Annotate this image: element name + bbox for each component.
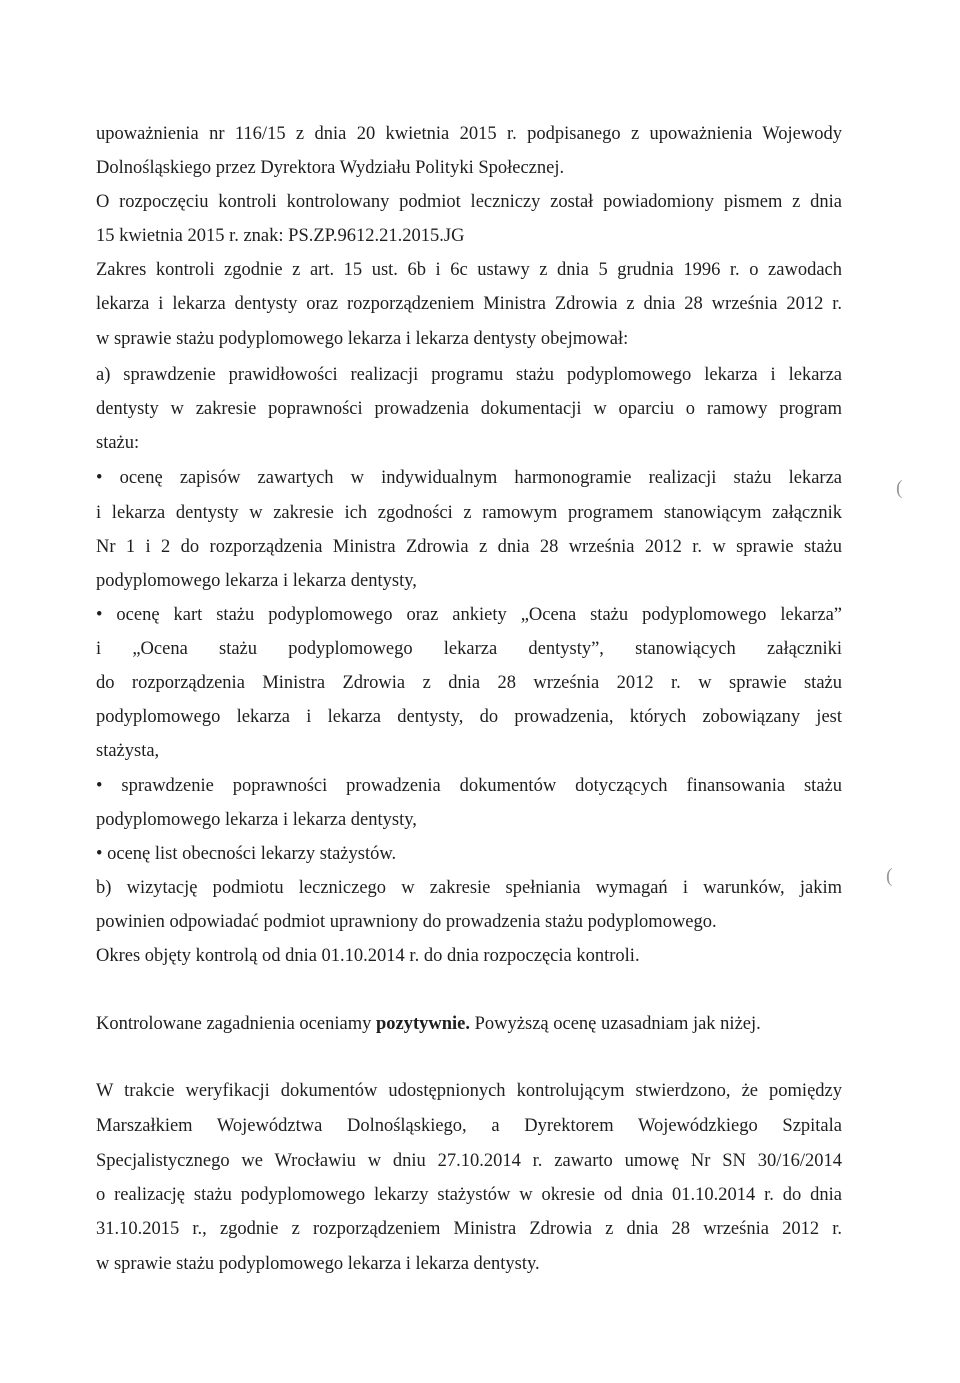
findings-line: Specjalistycznego we Wrocławiu w dniu 27.10.2014 r. zawarto umowę Nr SN 30/16/2014: [96, 1151, 842, 1171]
text-line: stażysta,: [96, 741, 160, 761]
findings-line: W trakcie weryfikacji dokumentów udostępnionych kontrolującym stwierdzono, że pomiędzy: [96, 1081, 842, 1101]
text-line: • ocenę kart stażu podyplomowego oraz ankiety „Ocena stażu podyplomowego lekarza”: [96, 605, 842, 625]
text-line: i „Ocena stażu podyplomowego lekarza dentysty”, stanowiących załączniki: [96, 639, 842, 659]
assessment-text: Powyższą ocenę uzasadniam jak niżej.: [470, 1014, 761, 1034]
text-line: Zakres kontroli zgodnie z art. 15 ust. 6b i 6c ustawy z dnia 5 grudnia 1996 r. o zawodach: [96, 260, 842, 280]
punch-hole-mark: (: [896, 477, 903, 499]
text-line: stażu:: [96, 433, 140, 453]
text-line: 15 kwietnia 2015 r. znak: PS.ZP.9612.21.2015.JG: [96, 226, 465, 246]
text-line: dentysty w zakresie poprawności prowadzenia dokumentacji w oparciu o ramowy program: [96, 399, 842, 419]
text-line: podyplomowego lekarza i lekarza dentysty, do prowadzenia, których zobowiązany jest: [96, 707, 842, 727]
text-line: w sprawie stażu podyplomowego lekarza i lekarza dentysty obejmował:: [96, 329, 629, 349]
text-line: • sprawdzenie poprawności prowadzenia dokumentów dotyczących finansowania stażu: [96, 776, 842, 796]
text-line: Nr 1 i 2 do rozporządzenia Ministra Zdrowia z dnia 28 września 2012 r. w sprawie stażu: [96, 537, 842, 557]
findings-line: o realizację stażu podyplomowego lekarzy stażystów w okresie od dnia 01.10.2014 r. do dnia: [96, 1185, 842, 1205]
text-line: a) sprawdzenie prawidłowości realizacji programu stażu podyplomowego lekarza i lekarza: [96, 365, 842, 385]
assessment-text: Kontrolowane zagadnienia oceniamy: [96, 1014, 376, 1034]
text-line: lekarza i lekarza dentysty oraz rozporządzeniem Ministra Zdrowia z dnia 28 września 2012 r.: [96, 294, 842, 314]
text-line: podyplomowego lekarza i lekarza dentysty,: [96, 810, 417, 830]
assessment-result: pozytywnie.: [375, 1014, 471, 1034]
text-line: upoważnienia nr 116/15 z dnia 20 kwietnia 2015 r. podpisanego z upoważnienia Wojewody: [96, 124, 842, 144]
text-line: • ocenę zapisów zawartych w indywidualnym harmonogramie realizacji stażu lekarza: [96, 468, 842, 488]
text-line: Okres objęty kontrolą od dnia 01.10.2014 r. do dnia rozpoczęcia kontroli.: [96, 946, 640, 966]
punch-hole-mark: (: [886, 865, 893, 887]
findings-line: Marszałkiem Województwa Dolnośląskiego, a Dyrektorem Wojewódzkiego Szpitala: [96, 1116, 842, 1136]
findings-line: w sprawie stażu podyplomowego lekarza i lekarza dentysty.: [96, 1254, 540, 1274]
findings-line: 31.10.2015 r., zgodnie z rozporządzeniem Ministra Zdrowia z dnia 28 września 2012 r.: [96, 1219, 842, 1239]
text-line: powinien odpowiadać podmiot uprawniony do prowadzenia stażu podyplomowego.: [96, 912, 717, 932]
text-line: O rozpoczęciu kontroli kontrolowany podmiot leczniczy został powiadomiony pismem z dnia: [96, 192, 842, 212]
text-line: • ocenę list obecności lekarzy stażystów.: [96, 844, 397, 864]
assessment-line: [96, 1012, 842, 1036]
text-line: Dolnośląskiego przez Dyrektora Wydziału Polityki Społecznej.: [96, 158, 565, 178]
text-line: i lekarza dentysty w zakresie ich zgodności z ramowym programem stanowiącym załącznik: [96, 503, 842, 523]
text-line: do rozporządzenia Ministra Zdrowia z dnia 28 września 2012 r. w sprawie stażu: [96, 673, 842, 693]
text-line: podyplomowego lekarza i lekarza dentysty,: [96, 571, 417, 591]
text-line: b) wizytację podmiotu leczniczego w zakresie spełniania wymagań i warunków, jakim: [96, 878, 842, 898]
